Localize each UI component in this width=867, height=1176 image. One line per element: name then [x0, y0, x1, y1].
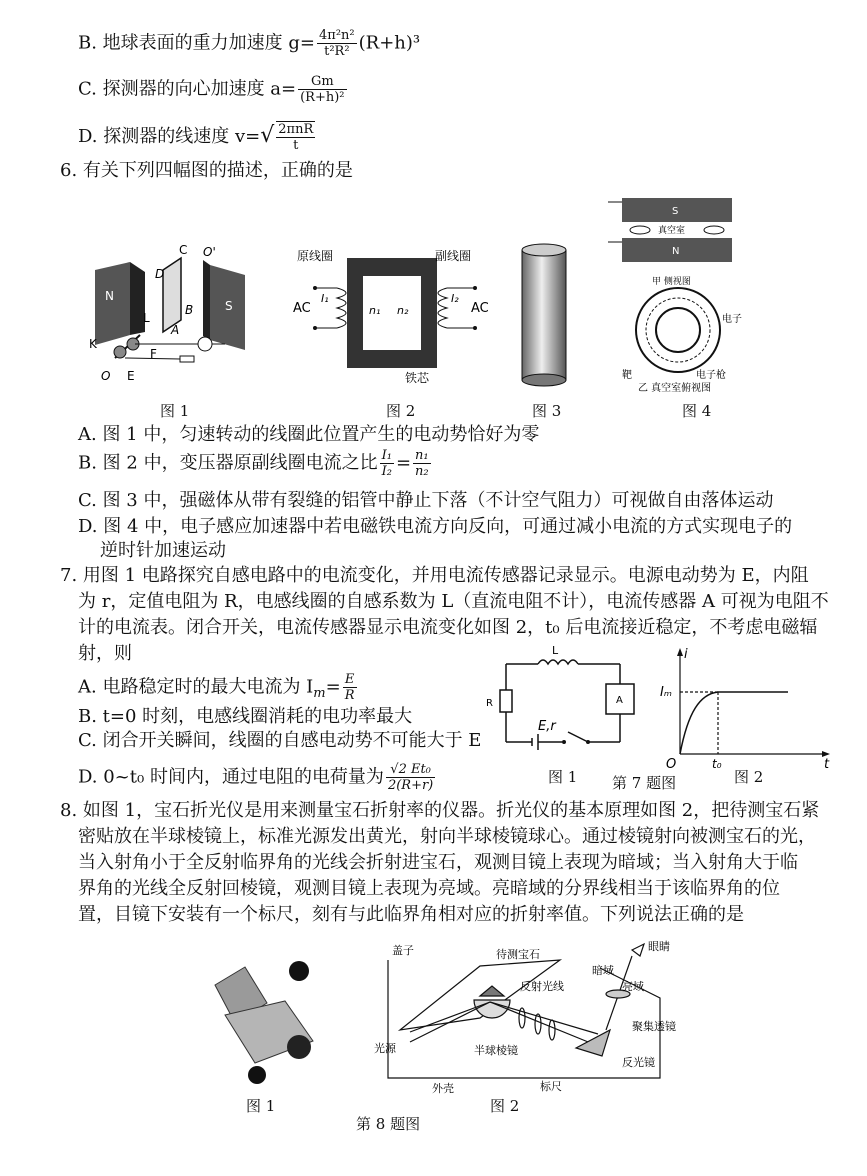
fig4-label-vacuum: 真空室: [658, 226, 686, 236]
sqrt-sign: √: [260, 123, 275, 148]
fraction-denominator: 2(R+r): [387, 778, 434, 793]
fig1-label-c: C: [179, 243, 188, 257]
fig2-label-core: 铁芯: [405, 371, 430, 385]
q7-stem-line-2: 为 r，定值电阻为 R，电感线圈的自感系数为 L（直流电阻不计），电流传感器 A 可视为电阻不: [78, 591, 829, 612]
q7-option-d-fraction: [386, 762, 435, 793]
graph-label-t0: t₀: [712, 757, 722, 771]
circuit-label-l: L: [552, 644, 559, 657]
q5-option-c-text: C. 探测器的向心加速度 a=: [78, 78, 297, 100]
switch-icon: [568, 732, 588, 742]
fraction-denominator: R: [344, 688, 355, 703]
fig-label-lid: 盖子: [392, 944, 414, 957]
q8-figure-2: [370, 938, 720, 1096]
fig2-label-ac-left: AC: [293, 301, 311, 316]
q6-stem: 6. 有关下列四幅图的描述，正确的是: [60, 160, 353, 181]
q6-option-b: [78, 448, 433, 479]
graph-label-i: i: [684, 647, 688, 662]
q7-option-a-fraction: [343, 672, 357, 703]
fraction-numerator: Gm: [298, 74, 346, 90]
q5-option-d-text: D. 探测器的线速度 v=: [78, 126, 261, 147]
fraction-denominator: (R+h)²: [300, 90, 345, 105]
equals-sign: =: [395, 452, 412, 474]
fig-label-bright: 亮域: [622, 980, 644, 993]
coil-frame: [163, 258, 181, 332]
fraction-denominator: I₂: [381, 464, 392, 479]
fig1-label-s: S: [225, 299, 233, 313]
q7-fig1-label: 图 1: [548, 768, 578, 786]
q7-option-d-text: D. 0~t₀ 时间内，通过电阻的电荷量为: [78, 766, 384, 788]
q5-option-c: [78, 74, 349, 105]
q7-option-a-subscript: m: [313, 686, 326, 702]
q8-stem-line-3: 当入射角小于全反射临界角的光线会折射进宝石，观测目镜上表现为暗域；当入射角大于临: [78, 852, 798, 873]
q6-option-a: A. 图 1 中，匀速转动的线圈此位置产生的电动势恰好为零: [78, 424, 540, 445]
fig1-label-d: D: [155, 267, 165, 281]
graph-label-t: t: [824, 757, 830, 772]
fig4-label-n: N: [672, 246, 680, 257]
q7-fig2-label: 图 2: [734, 768, 764, 786]
fraction-numerator: I₁: [381, 448, 392, 463]
circuit-label-a: A: [616, 695, 623, 706]
resistor-icon: [500, 690, 512, 712]
q6-option-d-line2: 逆时针加速运动: [100, 540, 226, 561]
q5-option-d-fraction: [276, 121, 315, 153]
fig4-label-s: S: [672, 206, 679, 217]
q7-option-a: [78, 672, 359, 707]
q8-stem-line-1: 8. 如图 1，宝石折光仪是用来测量宝石折射率的仪器。折光仪的基本原理如图 2，把待测宝石紧: [60, 800, 820, 821]
fig2-label-secondary: 副线圈: [435, 249, 472, 263]
graph-label-im: Iₘ: [660, 685, 672, 700]
fig-label-reflect: 反射光线: [520, 980, 564, 993]
outer-shell: [388, 960, 660, 1078]
q5-option-b-fraction: [317, 28, 357, 59]
q8-caption: 第 8 题图: [356, 1115, 421, 1133]
fraction-numerator: n₁: [415, 448, 429, 463]
q8-stem-line-5: 置，目镜下安装有一个标尺，刻有与此临界角相对应的折射率值。下列说法正确的是: [78, 904, 744, 925]
q7-option-d: [78, 762, 437, 793]
fig1-label-n: N: [105, 289, 114, 303]
q8-figure-1: [195, 945, 325, 1085]
q7-option-a-text: A. 电路稳定时的最大电流为 I: [78, 676, 314, 698]
q8-stem-line-2: 密贴放在半球棱镜上，标准光源发出黄光，射向半球棱镜球心。通过棱镜射向被测宝石的光，: [78, 826, 816, 847]
fig-label-gem: 待测宝石: [496, 948, 540, 961]
fig1-label-e: E: [127, 369, 135, 383]
fig-label-lens: 聚集透镜: [632, 1020, 676, 1033]
reflector-mirror: [576, 1030, 610, 1056]
fig-label-prism: 半球棱镜: [474, 1044, 518, 1057]
lid: [400, 960, 560, 1030]
fig-label-dark: 暗域: [592, 964, 614, 977]
q5-option-c-fraction: [298, 74, 346, 105]
fig1-label-a: A: [171, 323, 180, 337]
q6-figure-4: [600, 190, 750, 395]
q7-option-c: C. 闭合开关瞬间，线圈的自感电动势不可能大于 E: [78, 730, 482, 751]
magnet-n-block: [95, 262, 130, 345]
circuit-label-er: E,r: [538, 719, 556, 734]
current-curve: [680, 692, 788, 754]
q6-option-b-fraction-2: [413, 448, 431, 479]
fig2-label-i1: I₁: [321, 292, 329, 305]
fig2-label-i2: I₂: [451, 292, 459, 305]
q6-option-b-text: B. 图 2 中，变压器原副线圈电流之比: [78, 452, 378, 474]
q8-stem-line-4: 界角的光线全反射回棱镜，观测目镜上表现为亮域。亮暗域的分界线相当于该临界角的位: [78, 878, 780, 899]
fig-label-eye: 眼睛: [648, 940, 670, 953]
fig1-label-l: L: [143, 311, 150, 325]
gem-photo: [289, 961, 309, 981]
q6-figure-2: [285, 248, 500, 388]
fig-label-mirror: 反光镜: [622, 1056, 655, 1069]
fig1-label-b: B: [185, 303, 194, 317]
q7-circuit: [478, 642, 648, 762]
q6-figure-3: [510, 240, 580, 390]
q6-fig1-label: 图 1: [160, 402, 190, 420]
meter-icon: [198, 337, 212, 351]
circuit-label-r: R: [486, 698, 493, 709]
q5-option-b: [78, 28, 420, 59]
refractometer-dial: [287, 1035, 311, 1059]
fig1-label-k: K: [89, 337, 97, 351]
fig-label-shell: 外壳: [432, 1082, 454, 1095]
q6-figure-1: [85, 240, 250, 385]
fig4-label-side-view: 甲 侧视图: [652, 277, 691, 287]
fraction-numerator: √2 Et₀: [386, 762, 435, 778]
fraction-denominator: n₂: [415, 464, 429, 479]
fig2-label-n1: n₁: [369, 304, 381, 317]
q6-option-d-line1: D. 图 4 中，电子感应加速器中若电磁铁电流方向反向，可通过减小电流的方式实现电子的: [78, 516, 793, 537]
q7-option-b: B. t=0 时刻，电感线圈消耗的电功率最大: [78, 706, 413, 727]
fraction-denominator: t²R²: [324, 44, 350, 59]
fig4-label-top-view: 乙 真空室俯视图: [638, 383, 712, 394]
q7-stem-line-1: 7. 用图 1 电路探究自感电路中的电流变化，并用电流传感器记录显示。电源电动势为 E，内阻: [60, 565, 809, 586]
fig1-label-o: O: [101, 369, 111, 383]
q6-option-b-fraction-1: [380, 448, 394, 479]
q7-stem-line-3: 计的电流表。闭合开关，电流传感器显示电流变化如图 2，t₀ 后电流接近稳定，不考虑电磁辐: [78, 617, 818, 638]
q6-fig4-label: 图 4: [682, 402, 712, 420]
fig-label-scale: 标尺: [540, 1080, 562, 1093]
equals-sign: =: [325, 676, 341, 698]
q6-fig3-label: 图 3: [532, 402, 562, 420]
q6-option-c: C. 图 3 中，强磁体从带有裂缝的铝管中静止下落（不计空气阻力）可视做自由落体运动: [78, 490, 774, 511]
q7-caption: 第 7 题图: [612, 774, 677, 792]
fig4-label-chamber: 靶: [622, 370, 632, 381]
fig2-label-n2: n₂: [397, 304, 409, 317]
fraction-numerator: 2πnR: [278, 122, 314, 137]
fraction-numerator: 4π²n²: [319, 28, 355, 43]
fig1-label-o1: O': [203, 245, 216, 259]
fig4-label-electron: 电子: [722, 314, 742, 325]
q6-fig2-label: 图 2: [386, 402, 416, 420]
q8-fig1-label: 图 1: [246, 1097, 276, 1115]
q5-option-b-tail: (R+h)³: [358, 32, 421, 54]
inductor-icon: [538, 660, 578, 664]
q7-graph: [660, 642, 840, 772]
graph-label-o: O: [666, 757, 677, 772]
q5-option-d: [78, 121, 317, 153]
q5-option-b-text: B. 地球表面的重力加速度 g=: [78, 32, 315, 54]
fig1-label-f: F: [150, 347, 157, 361]
aluminium-tube: [522, 250, 566, 380]
eye-icon: [632, 944, 644, 956]
q7-stem-line-4: 射，则: [78, 643, 132, 664]
fraction-numerator: E: [343, 672, 357, 688]
q8-fig2-label: 图 2: [490, 1097, 520, 1115]
fig2-label-ac-right: AC: [471, 301, 489, 316]
fig2-label-primary: 原线圈: [297, 249, 334, 263]
fig-label-source: 光源: [374, 1042, 396, 1055]
fraction-denominator: t: [293, 138, 299, 153]
fig4-label-gun: 电子枪: [696, 370, 726, 381]
gem-sample: [480, 986, 504, 996]
